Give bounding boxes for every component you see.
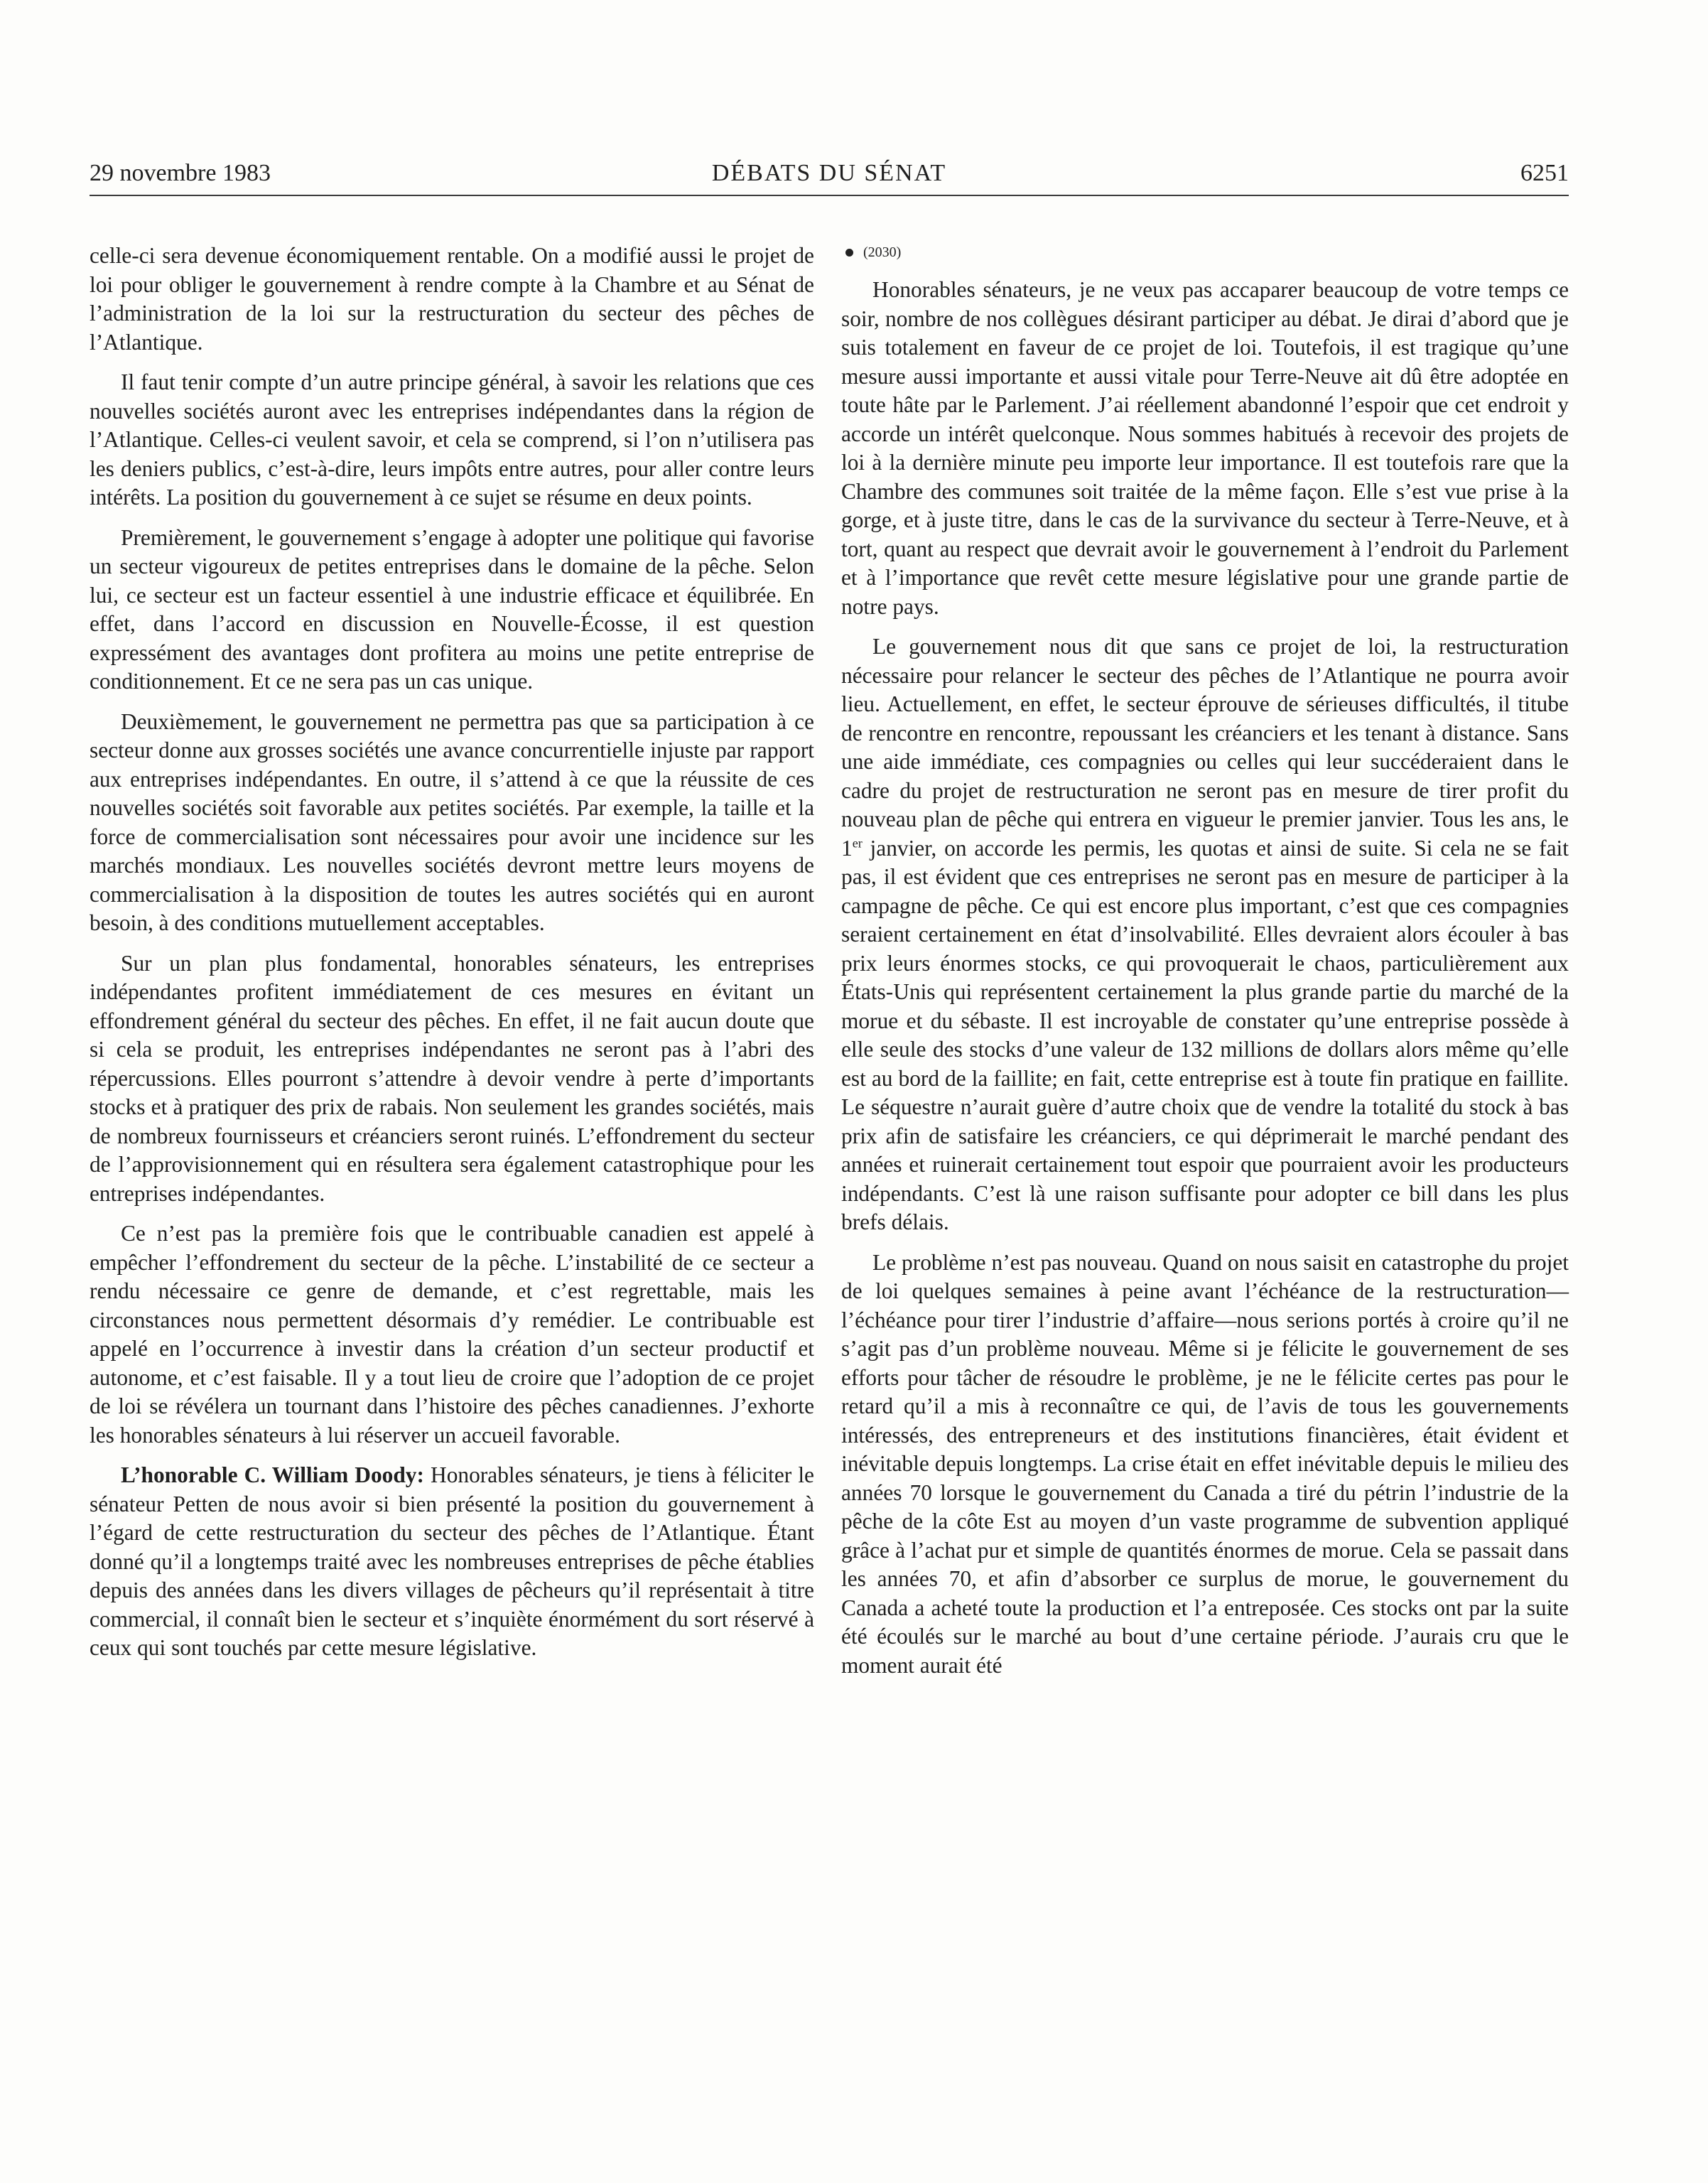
speech-paragraph <box>90 1461 814 1663</box>
paragraph: celle-ci sera devenue économiquement rentable. On a modifié aussi le projet de loi pour obliger le gouvernement à rendre compte à la Chambre et au Sénat de l’administration de la loi sur la restructuration du secteur des pêches de l’Atlantique. <box>90 243 814 355</box>
left-column <box>90 242 814 1674</box>
header-date: 29 novembre 1983 <box>90 160 271 186</box>
bullet-icon <box>845 249 853 257</box>
superscript: er <box>852 836 863 851</box>
paragraph: Sur un plan plus fondamental, honorables sénateurs, les entreprises indépendantes profitent immédiatement de ces mesures en évitant un effondrement général du secteur des pêches. En effet, il ne fait aucun doute que si cela se produit, les entreprises indépendantes ne seront pas à l’abri des répercussions. Elles pourront s’attendre à devoir vendre à perte d’importants stocks et à pratiquer des prix de rabais. Non seulement les grandes sociétés, mais de nombreux fournisseurs et créanciers seront ruinés. L’effondrement du secteur de l’approvisionnement qui en résultera sera également catastrophique pour les entreprises indépendantes. <box>90 950 814 1206</box>
header-title: DÉBATS DU SÉNAT <box>711 160 947 186</box>
paragraph: Premièrement, le gouvernement s’engage à adopter une politique qui favorise un secteur vigoureux de petites entreprises dans le domaine de la pêche. Selon lui, ce secteur est un facteur essentiel à une industrie efficace et équilibrée. En effet, dans l’accord en discussion en Nouvelle-Écosse, il est question expressément des avantages dont profitera au moins une petite entreprise de conditionnement. Et ce ne sera pas un cas unique. <box>90 524 814 694</box>
paragraph <box>841 632 1569 1237</box>
paragraph-text: janvier, on accorde les permis, les quotas et ainsi de suite. Si cela ne se fait pas, il est évident que ces entreprises ne seront pas en mesure de participer à la campagne de pêche. Ce qui est encore plus important, c’est que ces compagnies seraient certainement en état d’insolvabilité. Elles devraient alors écouler à bas prix leurs énormes stocks, ce qui provoquerait le chaos, particulièrement aux États-Unis qui représentent certainement la plus grande partie du marché de la morue et du sébaste. Il est incroyable de constater qu’une entreprise possède à elle seule des stocks d’une valeur de 132 millions de dollars alors même qu’elle est au bord de la faillite; en fait, cette entreprise est à toute fin pratique en faillite. Le séquestre n’aurait guère d’autre choix que de vendre la totalité du stock à bas prix afin de satisfaire les créanciers, ce qui déprimerait le marché pendant des années et ruinerait certainement tout espoir que pourraient avoir les producteurs indépendants. C’est là une raison suffisante pour adopter ce bill dans les plus brefs délais. <box>841 835 1569 1234</box>
time-marker <box>841 242 1569 263</box>
paragraph: Honorables sénateurs, je ne veux pas accaparer beaucoup de votre temps ce soir, nombre de nos collègues désirant participer au débat. Je dirai d’abord que je suis totalement en faveur de ce projet de loi. Toutefois, il est tragique qu’une mesure aussi importante et aussi vitale pour Terre-Neuve ait dû être adoptée en toute hâte par le Parlement. J’ai réellement abandonné l’espoir que cet endroit y accorde un intérêt quelconque. Nous sommes habitués à recevoir des projets de loi à la dernière minute peu importe leur importance. Il est toutefois rare que la Chambre des communes soit traitée de la même façon. Elle s’est vue prise à la gorge, et à juste titre, dans le cas de la survivance du secteur à Terre-Neuve, et à tort, quant au respect que devrait avoir le gouvernement à l’endroit du Parlement et à l’importance que revêt cette mesure législative pour une grande partie de notre pays. <box>841 277 1569 619</box>
speaker-name: L’honorable C. William Doody: <box>121 1462 424 1487</box>
paragraph: Il faut tenir compte d’un autre principe général, à savoir les relations que ces nouvelles sociétés auront avec les entreprises indépendantes dans la région de l’Atlantique. Celles-ci veulent savoir, et cela se comprend, si l’on n’utilisera pas les deniers publics, c’est-à-dire, leurs impôts entre autres, pour aller contre leurs intérêts. La position du gouvernement à ce sujet se résume en deux points. <box>90 370 814 510</box>
paragraph: Le problème n’est pas nouveau. Quand on nous saisit en catastrophe du projet de loi quelques semaines à peine avant l’échéance de la restructuration—l’échéance pour tirer l’industrie d’affaire—nous serions portés à croire qu’il ne s’agit pas d’un problème nouveau. Même si je félicite le gouvernement de ses efforts pour tâcher de résoudre le problème, je ne le félicite certes pas pour le retard qu’il a mis à reconnaître ce qui, de l’avis de tous les gouvernements intéressés, des entrepreneurs et des institutions financières, était évident et inévitable depuis longtemps. La crise était en effet inévitable depuis le milieu des années 70 lorsque le gouvernement du Canada a tiré du pétrin l’industrie de la pêche de la côte Est au moyen d’un vaste programme de subvention appliqué grâce à l’achat pur et simple de quantités énormes de morue. Cela se passait dans les années 70, et afin d’absorber ce surplus de morue, le gouvernement du Canada a acheté toute la production et l’a entreposée. Ces stocks ont par la suite été écoulés sur le marché au bout d’une certaine période. J’aurais cru que le moment aurait été <box>841 1249 1569 1678</box>
page-header <box>90 158 1569 196</box>
speech-text: Honorables sénateurs, je tiens à féliciter le sénateur Petten de nous avoir si bien présenté la position du gouvernement à l’égard de cette restructuration du secteur des pêches de l’Atlantique. Étant donné qu’il a longtemps traité avec les nombreuses entreprises de pêche établies depuis des années dans les divers villages de pêcheurs qu’il représentait à titre commercial, il connaît bien le secteur et s’inquiète énormément du sort réservé à ceux qui sont touchés par cette mesure législative. <box>90 1462 814 1660</box>
paragraph: Deuxièmement, le gouvernement ne permettra pas que sa participation à ce secteur donne aux grosses sociétés une avance concurrentielle injuste par rapport aux entreprises indépendantes. En outre, il s’attend à ce que la réussite de ces nouvelles sociétés soit favorable aux petites sociétés. Par exemple, la taille et la force de commercialisation sont nécessaires pour avoir une incidence sur les marchés mondiaux. Les nouvelles sociétés devront mettre leurs moyens de commercialisation à la disposition de toutes les autres sociétés qui en auront besoin, à des conditions mutuellement acceptables. <box>90 708 814 935</box>
time-marker-text: (2030) <box>863 244 902 260</box>
header-page-number: 6251 <box>1520 160 1569 186</box>
paragraph: Ce n’est pas la première fois que le contribuable canadien est appelé à empêcher l’effondrement du secteur de la pêche. L’instabilité de ce secteur a rendu nécessaire ce genre de demande, et c’est regrettable, mais les circonstances nous permettent désormais d’y remédier. Le contribuable est appelé en l’occurrence à investir dans la création d’un secteur productif et autonome, et c’est faisable. Il y a tout lieu de croire que l’adoption de ce projet de loi se révélera un tournant dans l’histoire des pêches canadiennes. J’exhorte les honorables sénateurs à lui réserver un accueil favorable. <box>90 1221 814 1448</box>
paragraph-text: Le gouvernement nous dit que sans ce projet de loi, la restructuration nécessaire pour relancer le secteur des pêches de l’Atlantique ne pourra avoir lieu. Actuellement, en effet, le secteur éprouve de sérieuses difficultés, il titube de rencontre en rencontre, repoussant les créanciers et les tenant à distance. Sans une aide immédiate, ces compagnies ou celles qui leur succéderaient dans le cadre du projet de restructuration ne seront pas en mesure de tirer profit du nouveau plan de pêche qui entrera en vigueur le premier janvier. Tous les ans, le 1 <box>841 634 1569 861</box>
right-column <box>841 242 1569 1680</box>
